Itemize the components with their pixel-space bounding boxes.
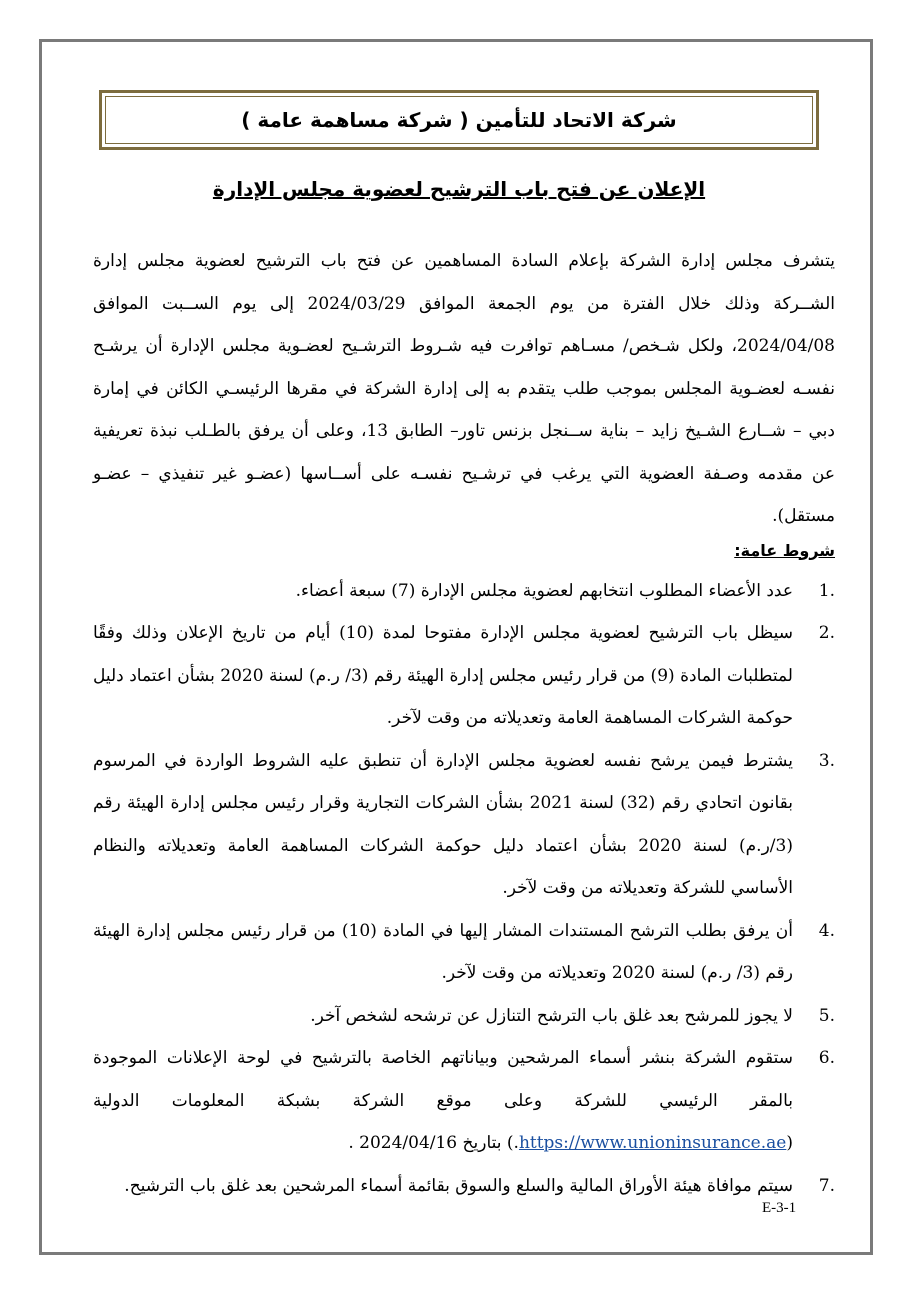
condition-item-2 bbox=[93, 612, 835, 740]
condition-number: 5. bbox=[818, 1005, 835, 1026]
condition-number: 4. bbox=[818, 920, 835, 941]
company-title-box bbox=[99, 90, 819, 150]
general-conditions-heading: شروط عامة: bbox=[734, 540, 835, 560]
condition-text: لا يجوز للمرشح بعد غلق باب الترشح التنازل عن ترشحه لشخص آخر. bbox=[310, 1005, 793, 1026]
condition-number: 2. bbox=[818, 623, 835, 643]
condition-text bbox=[93, 1037, 793, 1165]
condition-item-6 bbox=[93, 1037, 835, 1165]
document-body bbox=[93, 240, 835, 1207]
condition-text-after-link: .) بتاريخ 2024/04/16 . bbox=[348, 1133, 519, 1153]
condition-text-before-link: ستقوم الشركة بنشر أسماء المرشحين وبياناتهم الخاصة بالترشيح في لوحة الإعلانات الموجودة بالمقر الرئيسي للشركة وعلى موقع الشركة بشبكة المعلومات الدولية ( bbox=[93, 1048, 793, 1153]
page-code: E-3-1 bbox=[762, 1200, 797, 1216]
condition-text: سيتم موافاة هيئة الأوراق المالية والسلع والسوق بقائمة أسماء المرشحين بعد غلق باب الترشيح. bbox=[124, 1175, 793, 1196]
condition-text: عدد الأعضاء المطلوب انتخابهم لعضوية مجلس الإدارة (7) سبعة أعضاء. bbox=[295, 580, 793, 601]
company-website-link[interactable]: https://www.unioninsurance.ae bbox=[518, 1133, 787, 1153]
condition-text: يشترط فيمن يرشح نفسه لعضوية مجلس الإدارة أن تنطبق عليه الشروط الواردة في المرسوم بقانون اتحادي رقم (32) لسنة 2021 بشأن الشركات التجارية وقرار رئيس مجلس إدارة الهيئة رقم (3/ر.م) لسنة 2020 بشأن اعتماد دليل حوكمة الشركات المساهمة العامة وتعديلاته والنظام الأساسي للشركة وتعديلاته من وقت لآخر. bbox=[93, 750, 793, 898]
condition-item-1 bbox=[93, 570, 835, 613]
condition-item-4 bbox=[93, 910, 835, 995]
announcement-title: الإعلان عن فتح باب الترشيح لعضوية مجلس الإدارة bbox=[212, 177, 706, 201]
condition-text: سيظل باب الترشيح لعضوية مجلس الإدارة مفتوحا لمدة (10) أيام من تاريخ الإعلان وذلك وفقًا لمتطلبات المادة (9) من قرار رئيس مجلس إدارة الهيئة رقم (3/ ر.م) لسنة 2020 بشأن اعتماد دليل حوكمة الشركات المساهمة العامة وتعديلاته من وقت لآخر. bbox=[93, 623, 793, 728]
condition-number: 7. bbox=[818, 1175, 835, 1196]
condition-text: أن يرفق بطلب الترشح المستندات المشار إليها في المادة (10) من قرار رئيس مجلس إدارة الهيئة رقم (3/ ر.م) لسنة 2020 وتعديلاته من وقت لآخر. bbox=[93, 920, 794, 983]
condition-item-7 bbox=[93, 1165, 835, 1208]
condition-item-5 bbox=[93, 995, 835, 1038]
condition-number: 1. bbox=[818, 580, 835, 601]
condition-number: 3. bbox=[818, 750, 835, 771]
condition-item-3 bbox=[93, 740, 835, 910]
company-title: شركة الاتحاد للتأمين ( شركة مساهمة عامة ) bbox=[105, 96, 813, 144]
conditions-list bbox=[93, 570, 835, 1208]
condition-number: 6. bbox=[818, 1048, 835, 1068]
intro-paragraph: يتشرف مجلس إدارة الشركة بإعلام السادة المساهمين عن فتح باب الترشيح لعضوية مجلس إدارة الشــركة وذلك خلال الفترة من يوم الجمعة الموافق 2024/03/29 إلى يوم الســبت الموافق 2024/04/08، ولكل شـخص/ مسـاهم توافرت فيه شـروط الترشـيح لعضـوية مجلس الإدارة أن يرشـح نفسـه لعضـوية المجلس بموجب طلب يتقدم به إلى إدارة الشركة في مقرها الرئيسـي الكائن في إمارة دبي – شــارع الشـيخ زايد – بناية ســنجل بزنس تاور– الطابق 13، وعلى أن يرفق بالطـلب نبذة تعريفية عن مقدمه وصـفة العضوية التي يرغب في ترشـيح نفسـه على أســاسها (عضـو غير تنفيذي – عضـو مستقل). bbox=[93, 251, 835, 526]
